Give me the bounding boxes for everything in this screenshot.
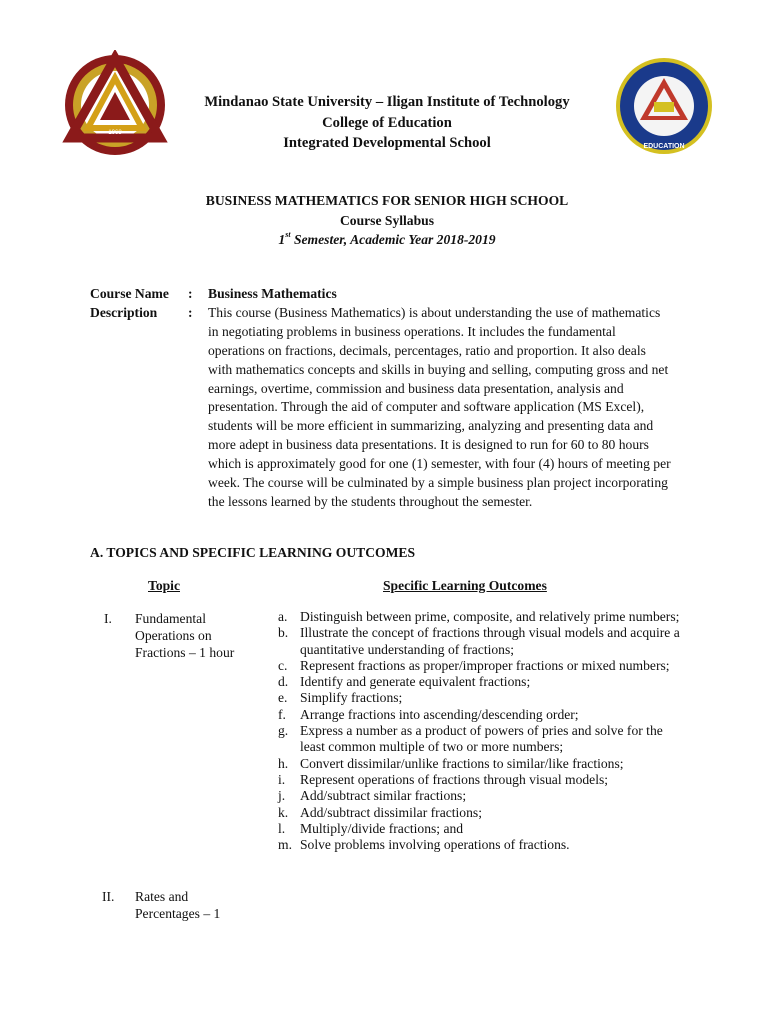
outcome-item: [278, 756, 688, 772]
school-name: Integrated Developmental School: [283, 135, 491, 151]
description-line: more adept in business data presentations. It is designed to run for 60 to 80 hours: [208, 437, 649, 453]
topic-title: [135, 888, 255, 922]
topic-title-line: Fractions – 1 hour: [135, 645, 235, 661]
description-line: presentation. Through the aid of computer and software application (MS Excel),: [208, 399, 645, 415]
outcome-letter: l.: [278, 820, 286, 836]
description-line: earnings, overtime, commission and business data presentation, analysis and: [208, 380, 624, 396]
outcome-item: [278, 609, 688, 625]
topic-column-header: Topic: [148, 578, 180, 593]
outcome-item: [278, 707, 688, 723]
semester-suffix: st: [285, 230, 291, 240]
topic-title: [135, 610, 255, 662]
semester-ordinal: 1: [278, 232, 286, 247]
outcomes-column-header: Specific Learning Outcomes: [383, 578, 547, 593]
outcome-item: [278, 805, 688, 821]
outcome-item: [278, 658, 688, 674]
description-colon: :: [188, 304, 193, 320]
outcome-item: [278, 690, 688, 706]
semester-rest: Semester, Academic Year 2018-2019: [290, 232, 496, 247]
description-row: [90, 304, 690, 512]
outcome-text: Express a number as a product of powers of pries and solve for the least common multiple of two or more numbers;: [300, 723, 663, 755]
outcome-letter: m.: [278, 837, 292, 853]
topic-title-line: Fundamental: [135, 611, 206, 626]
outcome-letter: e.: [278, 690, 288, 706]
document-type: Course Syllabus: [339, 212, 435, 228]
outcome-letter: h.: [278, 755, 289, 771]
learning-outcomes-list: [278, 609, 688, 853]
course-name-row: [90, 285, 690, 304]
topic-numeral: I.: [104, 611, 112, 626]
outcome-letter: f.: [278, 706, 286, 722]
description-text: [208, 304, 690, 512]
outcome-item: [278, 723, 688, 756]
outcome-text: Distinguish between prime, composite, and relatively prime numbers;: [300, 609, 680, 624]
outcome-item: [278, 772, 688, 788]
outcome-letter: k.: [278, 804, 289, 820]
description-line: with mathematics concepts and skills in buying and selling, computing gross and net: [208, 361, 669, 377]
description-line: which is approximately good for one (1) semester, with four (4) hours of meeting per: [208, 456, 671, 472]
course-name-value: Business Mathematics: [208, 286, 337, 301]
outcome-item: [278, 674, 688, 690]
outcome-text: Solve problems involving operations of fractions.: [300, 837, 570, 853]
course-name-colon: :: [188, 286, 193, 301]
course-name-label: Course Name: [90, 286, 169, 301]
outcome-letter: d.: [278, 674, 289, 690]
outcome-text: Multiply/divide fractions; and: [300, 820, 464, 836]
outcome-text: Convert dissimilar/unlike fractions to similar/like fractions;: [300, 755, 624, 771]
outcome-item: [278, 625, 688, 658]
topic-numeral: II.: [102, 889, 115, 904]
topic-title-line: Operations on: [135, 628, 212, 644]
outcome-text: Represent operations of fractions through visual models;: [300, 771, 609, 787]
topic-title-line: Percentages – 1: [135, 906, 221, 922]
college-name: College of Education: [322, 114, 452, 131]
outcome-letter: a.: [278, 609, 288, 624]
section-a-heading: A. TOPICS AND SPECIFIC LEARNING OUTCOMES: [90, 545, 416, 560]
outcome-letter: b.: [278, 625, 289, 641]
course-title-block: [0, 191, 768, 250]
outcome-letter: g.: [278, 723, 289, 739]
topic-title-line: Rates and: [135, 889, 189, 904]
description-line: This course (Business Mathematics) is about understanding the use of mathematics: [208, 304, 661, 320]
outcome-text: Illustrate the concept of fractions through visual models and acquire a quantitative understanding of fractions;: [300, 625, 680, 657]
outcome-letter: c.: [278, 657, 288, 673]
institution-header: [0, 92, 768, 154]
description-line: operations on fractions, decimals, percentages, ratio and proportion. It also deals: [208, 342, 646, 358]
outcome-item: [278, 821, 688, 837]
course-info: [90, 285, 690, 512]
course-title: BUSINESS MATHEMATICS FOR SENIOR HIGH SCHOOL: [205, 193, 569, 208]
description-line: week. The course will be culminated by a simple business plan project incorporating: [208, 475, 668, 491]
description-line: the lessons learned by the students throughout the semester.: [208, 493, 533, 509]
outcome-letter: j.: [278, 788, 286, 804]
outcome-text: Arrange fractions into ascending/descending order;: [300, 706, 579, 722]
semester-line: [0, 230, 768, 250]
description-line: in negotiating problems in business operations. It includes the fundamental: [208, 323, 616, 339]
outcome-item: [278, 837, 688, 853]
svg-text:EDUCATION: EDUCATION: [643, 143, 685, 150]
outcome-letter: i.: [278, 771, 286, 787]
university-name: Mindanao State University – Iligan Institute of Technology: [204, 94, 570, 110]
outcome-item: [278, 788, 688, 804]
outcome-text: Represent fractions as proper/improper fractions or mixed numbers;: [300, 657, 670, 673]
outcome-text: Add/subtract dissimilar fractions;: [300, 804, 482, 820]
outcome-text: Identify and generate equivalent fractions;: [300, 674, 531, 690]
outcome-text: Simplify fractions;: [300, 690, 403, 706]
svg-text:1968: 1968: [108, 130, 122, 136]
description-label: Description: [90, 304, 158, 320]
description-line: students will be more efficient in summarizing, analyzing and presenting data and: [208, 418, 654, 434]
outcome-text: Add/subtract similar fractions;: [300, 788, 467, 804]
